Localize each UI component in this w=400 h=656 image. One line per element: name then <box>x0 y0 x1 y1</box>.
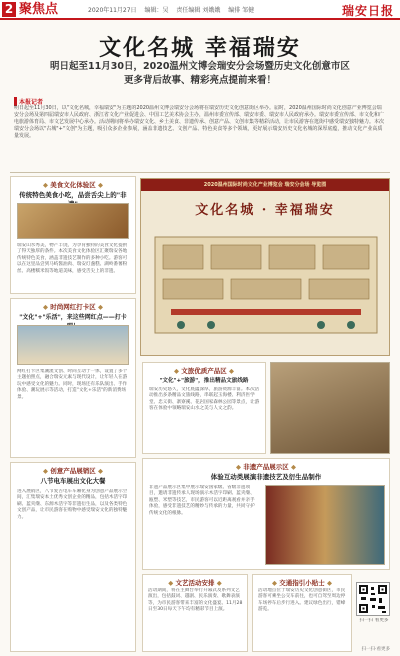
card-food-text: 瑞安山水秀美，物产丰饶，为孕育独特的美食文化提供了得天独厚的条件。本次美食文化体验区汇聚瑞安各地传统特色美食，涵盖非遗技艺制作的多种小吃。游客可以在这里品尝到马屿酱油肉、瑞安灯盏糕、湖岭番薯粉丝、高楼糯米饭等地道美味，感受舌尖上的非遗。 <box>17 243 128 274</box>
venue-map <box>140 178 390 356</box>
card-heritage-head: ◆ 文旅优质产品区 ◆ <box>173 367 235 375</box>
card-traffic <box>252 574 352 652</box>
page-header <box>0 0 400 20</box>
card-traffic-text: 活动地点位于瑞安历史文化创意街区，市民游客可乘坐公交车前往，也可自驾至周边停车场停车后步行进入。建议绿色出行，错峰游览。 <box>258 588 346 613</box>
card-craft-text: 非遗产品展示区集中展示瑞安国家级、省级非遗项目，邀请非遗传承人现场演示木活字印刷、蓝夹缬、瓯塑、米塑等技艺，市民游客可以近距离观看并亲手体验，感受非遗技艺的精妙与传承的力量，共同守护传统文化的根脉。 <box>149 485 255 516</box>
subheadline-line-1: 明日起至11月30日，2020温州文博会瑞安分会场暨历史文化创意市区 <box>50 61 350 72</box>
card-market-head: ◆ 时尚网红打卡区 ◆ <box>42 303 104 311</box>
card-products-head: ◆ 创意产品展销区 ◆ <box>42 467 104 475</box>
map-illustration <box>141 217 391 357</box>
card-products-title: 八节电车展出文化大餐 <box>40 477 106 485</box>
newspaper-brand: 瑞安日报 <box>341 4 394 18</box>
map-banner: 2020温州国际时尚文化产业博览会 瑞安分会场 导览图 <box>141 179 389 191</box>
qr-caption: 扫一扫 看更多 <box>359 618 389 623</box>
card-traffic-head: ◆ 交通指引小贴士 ◆ <box>271 579 333 587</box>
section-name: 聚焦点 <box>19 2 59 17</box>
card-heritage-title: "文化"+"旅游"，推出精品文旅线路 <box>159 378 249 384</box>
card-food-head: ◆ 美食文化体验区 ◆ <box>42 181 104 189</box>
issue-date: 2020年11月27日 <box>88 7 137 14</box>
card-products-text: 进入展销区，八节复古电车车厢化身为创意产品展示空间，汇集瑞安本土优秀文创企业的精品，包括木活字印刷、蓝夹缬、东源木活字等非遗衍生品，以及各类特色文创产品，让市民游客在购物中感受瑞安文化的独特魅力。 <box>17 489 128 520</box>
headline: 文化名城 幸福瑞安 <box>99 35 301 61</box>
card-craft <box>142 458 390 570</box>
footer-note: 扫一扫·看更多 <box>361 647 390 652</box>
card-craft-head: ◆ 非遗产品展示区 ◆ <box>235 463 297 471</box>
page-number: 2 <box>2 2 16 17</box>
card-products <box>10 462 136 652</box>
proof-editor: 责任编辑 刘娥娥 <box>176 7 221 14</box>
card-guide-text: 活动期间，将在主舞台举行开幕式及系列文艺演出，包括鼓词、越剧、民乐演奏、歌舞表演等，为市民游客带来丰富的文化盛宴。11月28日至30日每天下午均有精彩节目上演。 <box>148 588 243 613</box>
card-heritage <box>142 362 266 454</box>
card-market-title: "文化"+"乐活"，来这些网红点——打卡 <box>19 314 127 321</box>
card-market-text: 网红打卡区集潮流文创、时尚互动于一体，设置了多个主题拍照点，融合瑞安元素与现代设计，让年轻人在游玩中感受文化的魅力。同时，现场还有乐队演出、手作体验、潮玩展示等活动，打造"文化+乐活"的新消费场景。 <box>17 369 128 400</box>
divider <box>10 172 390 173</box>
card-heritage-text: 瑞安历史悠久，文化底蕴深厚，旅游资源丰富。本次活动推出多条精品文旅线路，串联起玉海楼、利济医学堂、忠义街、寨寮溪、花岩国家森林公园等景点，让游客在体验中领略瑞安山水之美与人文之韵。 <box>149 387 260 412</box>
subheadline-line-2: 更多背后故事、精彩亮点提前来看！ <box>123 75 276 86</box>
qr-code-icon[interactable] <box>356 582 390 616</box>
card-market <box>10 298 136 458</box>
editor: 编辑：吴 <box>144 7 169 14</box>
designer: 编排 邹健 <box>228 7 255 14</box>
header-meta <box>88 5 260 14</box>
intro-paragraph: 明日起至11月30日，以"文化名城，幸福瑞安"为主题的2020温州文博会瑞安分会场将在瑞安历史文化创意街区举办。届时，2020温州国际时尚文化创意产业博览会瑞安分会场及第四届瑞安市人民政府、浙江省文化产业促进会、中国工艺美术协会主办，温州市委宣传部、瑞安市委、瑞安市人民政府承办。瑞安市委宣传部、市文化和广电旅游体育局、市文艺发展中心承办。活动期间将举办瑞安文化、乡土美食、非遗传承、创意产品、文创市集等精彩活动，让市民游客在逛街中感受瑞安独特魅力。本次瑞安分会场以"古城"+"文创"为主题，吸引众多企业参展，涵盖非遗技艺、文创产品、特色美食等多个领域，更好展示瑞安历史文化名城的深厚底蕴，推动文化产业高质量发展。 <box>14 105 385 139</box>
card-craft-title: 体验互动类展演非遗技艺及衍生品制作 <box>210 473 322 481</box>
reporter-label: 本报记者 <box>14 97 43 106</box>
card-food <box>10 176 136 294</box>
food-photo <box>17 203 129 239</box>
card-guide-head: ◆ 文艺活动安排 ◆ <box>168 579 222 587</box>
card-guide <box>142 574 248 652</box>
market-photo <box>17 325 129 365</box>
craft-photo <box>265 485 385 565</box>
card-food-title: 传统特色美食小吃，品尝舌尖上的"非 <box>19 191 127 199</box>
heritage-photo <box>270 362 390 454</box>
map-title: 文化名城 · 幸福瑞安 <box>195 203 335 218</box>
